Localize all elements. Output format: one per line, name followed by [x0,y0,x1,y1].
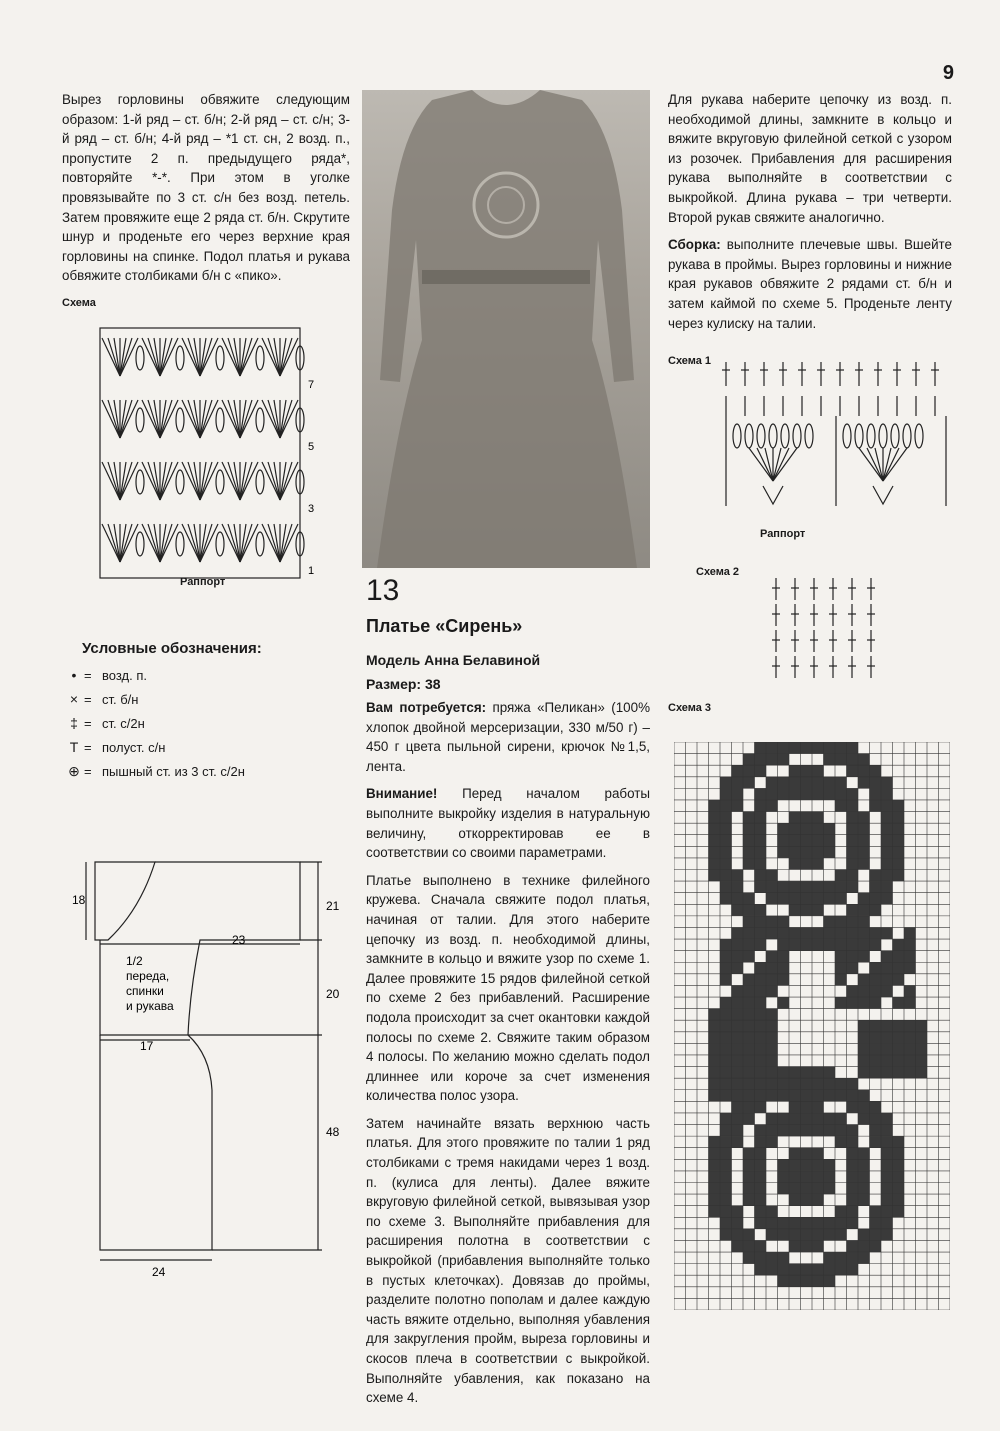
legend-item-label: ст. б/н [102,691,139,707]
dim-top-width: 23 [232,933,246,947]
model-number: 13 [366,574,400,607]
single-crochet-icon: × [69,691,79,707]
schema-row-number: 1 [308,565,315,577]
schema1-rapport-label: Раппорт [760,528,806,540]
puff-stitch-icon: ⊕ [68,762,80,779]
legend-item: • = возд. п. [64,663,262,687]
double-treble-icon: ‡ [70,715,78,731]
assembly-paragraph: Сборка: выполните плечевые швы. Вшейте рукава в проймы. Вырез горловины и нижние края рукавов обвяжите 2 рядами ст. б/н и затем каймой по схеме 5. Проденьте ленту через кулиску на талии. [668,237,952,331]
schema3-filet-chart [674,742,950,1310]
half-double-icon: T [69,739,79,755]
schema-row-number: 3 [308,503,315,515]
sewing-pattern [60,850,360,1290]
model-title: Платье «Сирень» [366,616,523,636]
middle-text [366,698,650,1416]
schema1-diagram [718,356,948,526]
rapport-label: Раппорт [180,576,226,588]
legend-item: T = полуст. с/н [64,735,262,759]
legend-item-label: пышный ст. из 3 ст. с/2н [102,763,245,779]
left-intro-text [62,90,350,294]
legend [64,640,262,783]
materials-paragraph: Вам потребуется: пряжа «Пеликан» (100% хлопок двойной мерсеризации, 330 м/50 г) – 450 г цвета пыльной сирени, крючок №1,5, лента. [366,700,650,774]
skirt-paragraph: Платье выполнено в технике филейного кружева. Сначала свяжите подол платья, начиная от талии. Для этого наберите цепочку из возд. п. необходимой длины, замкните в кольцо и вяжите узор по схеме 1. Далее провяжите 15 рядов филейной сеткой по схеме 2 без прибавлений. Расширение подола происходит за счет окантовки каждой полосы по схеме 2. Свяжите таким образом 4 полосы. По желанию можно сделать подол длиннее или короче за счет изменения количества полос узора. [366,872,650,1104]
schema2-label: Схема 2 [696,566,740,578]
legend-item-label: ст. с/2н [102,715,145,731]
schema-label: Схема [62,297,96,309]
legend-item-label: полуст. с/н [102,739,166,755]
crochet-schema [90,318,330,598]
dim-skirt: 48 [326,1125,340,1139]
dim-shoulder: 21 [326,899,340,913]
page-number: 9 [942,62,954,84]
schema-row-number: 7 [308,379,315,391]
schema2-diagram [770,572,880,682]
dress-illustration [362,90,650,568]
dim-waist: 17 [140,1039,154,1053]
left-paragraph: Вырез горловины обвяжите следующим образом: 1-й ряд – ст. б/н; 2-й ряд – ст. с/н; 3-й ряд – ст. б/н; 4-й ряд – *1 ст. сн, 2 возд. п., пропустите 2 п. предыдущего ряда*, повторяйте *-*. При этом в уголке провязывайте по 3 ст. с/н без возд. петель. Затем провяжите еще 2 ряда ст. б/н. Скрутите шнур и проденьте его через верхние края горловины на спинке. Подол платья и рукава обвяжите столбиками б/н с «пико». [62,92,350,284]
legend-item: ⊕ = пышный ст. из 3 ст. с/2н [64,759,262,783]
dress-photo [362,90,650,568]
dim-armhole: 20 [326,987,340,1001]
legend-item: ‡ = ст. с/2н [64,711,262,735]
attention-paragraph: Внимание! Перед началом работы выполните выкройку изделия в натуральную величину, откорректировав ее в соответствии со своими параметрами. [366,786,650,861]
chain-stitch-icon: • [71,667,77,683]
sleeve-paragraph: Для рукава наберите цепочку из возд. п. необходимой длины, замкните в кольцо и вяжите вкруговую филейной сеткой с узором из розочек. Прибавления для расширения рукава выполняйте в соответствии с выкройкой. Длина рукава – три четверти. Второй рукав свяжите аналогично. [668,92,952,225]
dim-neck: 18 [72,893,86,907]
model-size: Размер: 38 [366,676,441,692]
schema-row-number: 5 [308,441,315,453]
right-text [668,90,952,341]
legend-item: × = ст. б/н [64,687,262,711]
model-author: Модель Анна Белавиной [366,652,541,668]
schema1-label: Схема 1 [668,355,712,367]
legend-item-label: возд. п. [102,667,147,683]
pattern-label: 1/2 переда, спинки и рукава [126,954,174,1013]
schema3-label: Схема 3 [668,702,712,714]
bodice-paragraph: Затем начинайте вязать верхнюю часть платья. Для этого провяжите по талии 1 ряд столбиками с тремя накидами через 1 возд. п. (кулиса для ленты). Далее вяжите вкруговую филейной сеткой, вывязывая узор по схеме 3. Выполняйте прибавления для расширения полотна в соответствии с выкройкой (прибавления выполняйте только в пустых клеточках). Довязав до проймы, разделите полотно пополам и далее каждую часть вяжите отдельно, выполняя убавления для закругления пройм, выреза горловины и скосов плеча в соответствии с выкройкой. Выполняйте убавления, как показано на схеме 4. [366,1115,650,1406]
dim-bottom: 24 [152,1265,166,1279]
legend-title: Условные обозначения: [82,640,262,657]
